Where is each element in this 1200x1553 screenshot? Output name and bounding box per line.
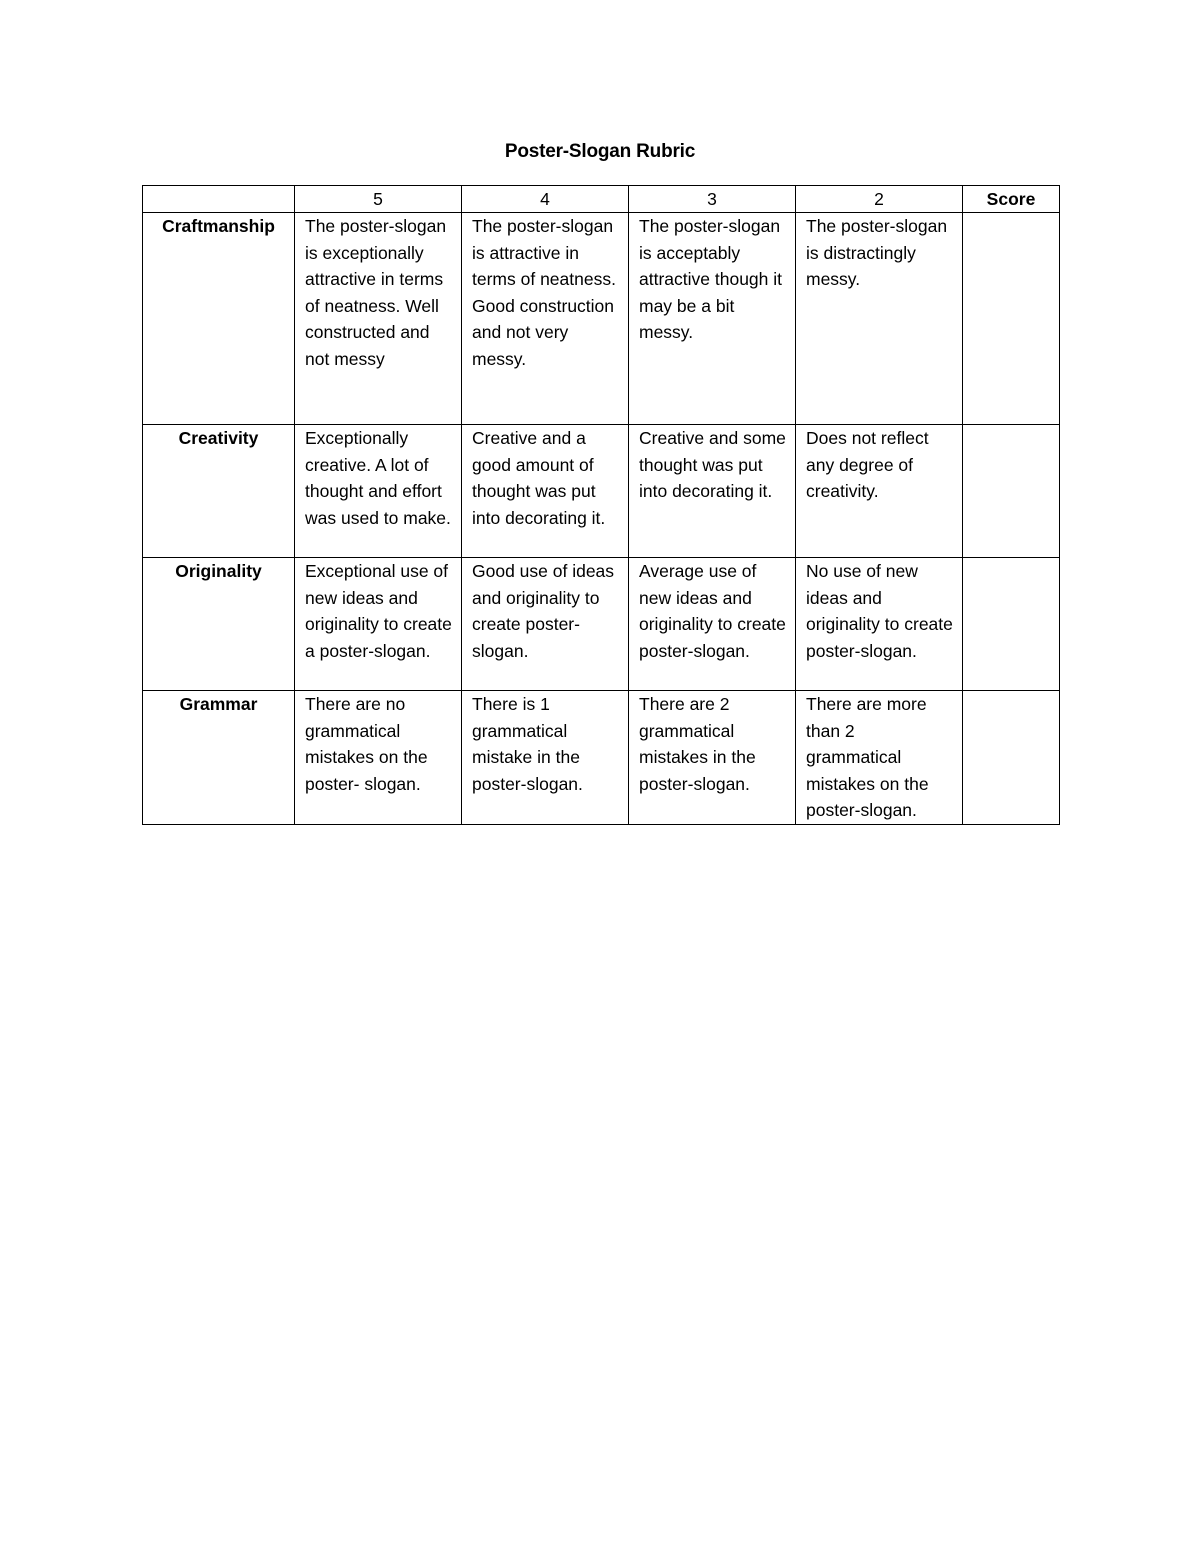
descriptor-cell: Good use of ideas and originality to create poster-slogan. (462, 558, 629, 691)
rubric-table (142, 185, 1060, 825)
score-cell[interactable] (963, 213, 1060, 425)
header-cell-level-3: 3 (629, 186, 796, 213)
score-cell[interactable] (963, 691, 1060, 825)
score-cell[interactable] (963, 558, 1060, 691)
descriptor-cell: There are no grammatical mistakes on the poster- slogan. (295, 691, 462, 825)
descriptor-cell: Creative and a good amount of thought was put into decorating it. (462, 425, 629, 558)
criterion-label: Grammar (143, 691, 295, 825)
descriptor-cell: The poster-slogan is exceptionally attractive in terms of neatness. Well constructed and not messy (295, 213, 462, 425)
criterion-label: Creativity (143, 425, 295, 558)
descriptor-cell: Does not reflect any degree of creativity. (796, 425, 963, 558)
descriptor-cell: Exceptional use of new ideas and originality to create a poster-slogan. (295, 558, 462, 691)
descriptor-cell: There are 2 grammatical mistakes in the poster-slogan. (629, 691, 796, 825)
criterion-label: Craftmanship (143, 213, 295, 425)
header-row (143, 186, 1060, 213)
descriptor-cell: Average use of new ideas and originality to create poster-slogan. (629, 558, 796, 691)
header-cell-level-4: 4 (462, 186, 629, 213)
table-row (143, 691, 1060, 825)
table-row (143, 425, 1060, 558)
descriptor-cell: The poster-slogan is acceptably attractive though it may be a bit messy. (629, 213, 796, 425)
descriptor-cell: The poster-slogan is distractingly messy. (796, 213, 963, 425)
descriptor-cell: No use of new ideas and originality to create poster-slogan. (796, 558, 963, 691)
header-cell-score: Score (963, 186, 1060, 213)
descriptor-cell: Creative and some thought was put into decorating it. (629, 425, 796, 558)
header-cell-criterion (143, 186, 295, 213)
descriptor-cell: Exceptionally creative. A lot of thought and effort was used to make. (295, 425, 462, 558)
table-row (143, 213, 1060, 425)
page-title: Poster-Slogan Rubric (504, 141, 696, 162)
header-cell-level-5: 5 (295, 186, 462, 213)
descriptor-cell: The poster-slogan is attractive in terms of neatness. Good construction and not very messy. (462, 213, 629, 425)
header-cell-level-2: 2 (796, 186, 963, 213)
descriptor-cell: There are more than 2 grammatical mistakes on the poster-slogan. (796, 691, 963, 825)
descriptor-cell: There is 1 grammatical mistake in the poster-slogan. (462, 691, 629, 825)
criterion-label: Originality (143, 558, 295, 691)
table-row (143, 558, 1060, 691)
score-cell[interactable] (963, 425, 1060, 558)
